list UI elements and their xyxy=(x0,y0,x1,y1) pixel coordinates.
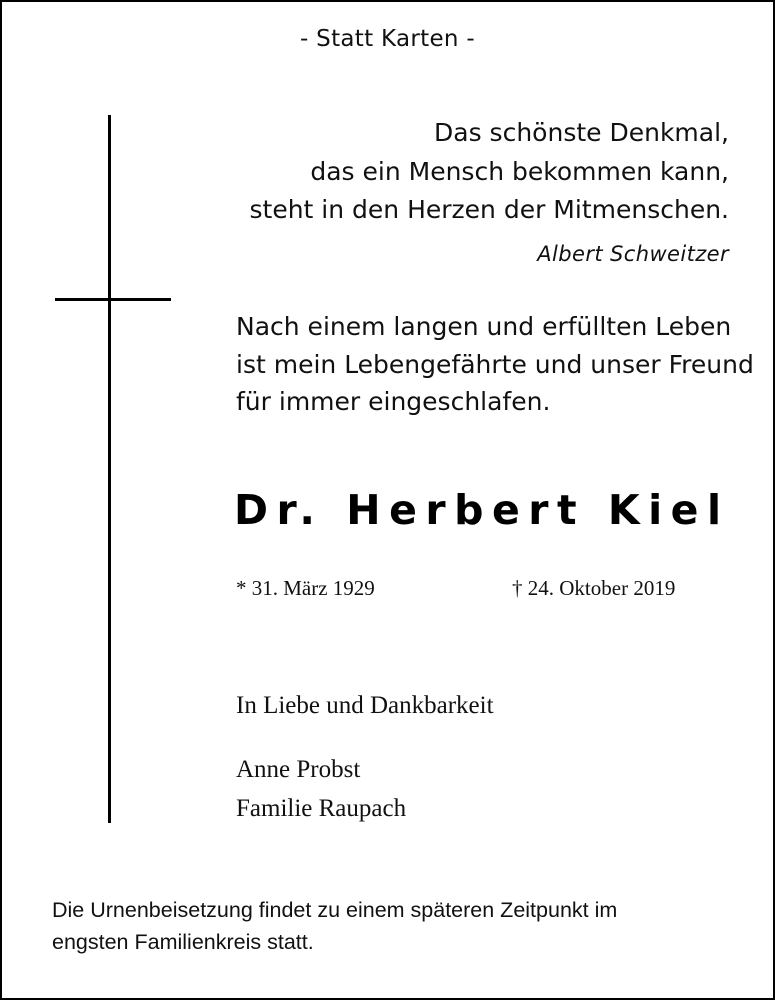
quote-line: steht in den Herzen der Mitmenschen. xyxy=(249,195,729,224)
header-statt-karten: - Statt Karten - xyxy=(299,26,476,52)
closing-phrase: In Liebe und Dankbarkeit xyxy=(236,692,494,719)
intro-line: ist mein Lebengefährte und unser Freund xyxy=(236,349,754,379)
cross-icon-horizontal xyxy=(55,298,171,301)
quote xyxy=(250,114,730,230)
intro-text xyxy=(236,308,754,421)
footer-line: Die Urnenbeisetzung findet zu einem späteren Zeitpunkt im xyxy=(52,898,618,922)
deceased-name: Dr. Herbert Kiel xyxy=(234,486,730,534)
quote-author: Albert Schweitzer xyxy=(537,242,729,266)
intro-line: Nach einem langen und erfüllten Leben xyxy=(236,312,732,341)
death-date: † 24. Oktober 2019 xyxy=(512,576,676,600)
signer: Anne Probst xyxy=(236,756,361,783)
birth-date: * 31. März 1929 xyxy=(236,576,375,600)
burial-note xyxy=(52,894,752,958)
signer: Familie Raupach xyxy=(236,795,407,822)
cross-icon-vertical xyxy=(108,115,111,823)
quote-line: Das schönste Denkmal, xyxy=(434,118,729,147)
footer-line: engsten Familienkreis statt. xyxy=(52,930,314,954)
quote-line: das ein Mensch bekommen kann, xyxy=(310,156,729,186)
signers xyxy=(236,750,406,828)
intro-line: für immer eingeschlafen. xyxy=(236,387,551,416)
